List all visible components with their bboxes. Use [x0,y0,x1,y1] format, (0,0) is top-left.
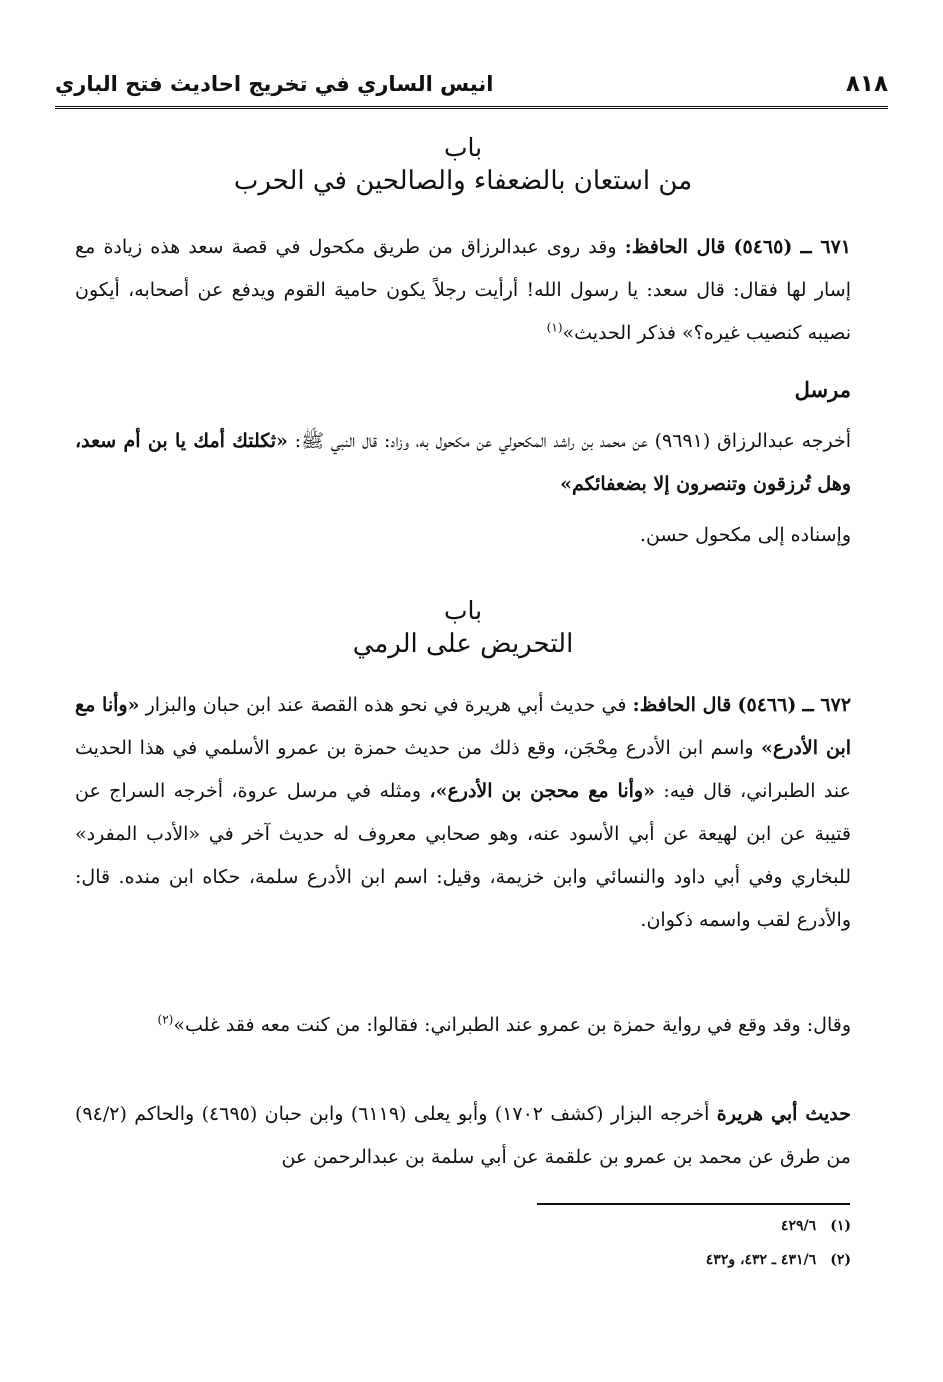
entry-text: واسم ابن الأدرع مِحْجَن، وقع ذلك من حديث حمزة بن عمرو الأسلمي في هذا الحديث عند الطبراني، قال فيه: [75,737,851,802]
footnote-number: (٢) [830,1252,851,1268]
chapter-title: من استعان بالضعفاء والصالحين في الحرب [233,166,693,196]
page-header [55,62,888,109]
takhrij-paragraph-2 [75,1093,851,1179]
running-title: انيس الساري في تخريج احاديث فتح الباري [55,72,494,96]
entry-reference: (٥٤٦٦) [737,694,797,716]
takhrij-lead: حديث أبي هريرة [716,1103,851,1125]
hadith-entry-671 [75,226,851,355]
chapter-heading-2 [75,596,851,659]
chapter-label: باب [443,596,483,625]
footnote-text: ٤٣١/٦ ـ ٤٣٢، و٤٣٢ [705,1252,817,1268]
footnote-number: (١) [830,1218,851,1234]
entry-672-continuation [75,1004,851,1047]
hadith-entry-672 [75,684,851,942]
entry-text: في حديث أبي هريرة في نحو هذه القصة عند ابن حبان والبزار [145,694,627,716]
footnote-marker: (٢) [157,1012,174,1027]
takhrij-text: أخرجه البزار (كشف ١٧٠٢) وأبو يعلى (٦١١٩) وابن حبان (٤٦٩٥) والحاكم (٩٤/٢) من طرق عن محمد بن عمرو بن علقمة عن أبي سلمة بن عبدالرحمن عن [75,1103,851,1168]
takhrij-paragraph-1 [75,420,851,506]
footnote-text: ٤٢٩/٦ [780,1218,817,1234]
entry-number: ٦٧١ ــ [800,236,851,258]
chapter-title: التحريض على الرمي [352,629,574,659]
footnote-1 [500,1218,851,1234]
entry-reference: (٥٤٦٥) [733,236,793,258]
takhrij-text: أخرجه عبدالرزاق (٩٦٩١) عن محمد بن راشد المكحولي عن مكحول به، وزاد: قال النبي ﷺ: [294,430,852,452]
chapter-heading-1 [75,133,851,196]
footnote-marker: (١) [546,320,563,335]
entry-speaker: قال الحافظ: [624,236,726,258]
quoted-phrase: «وأنا مع محجن بن الأدرع»، [429,780,655,802]
grade-label: مرسل [794,377,851,402]
chapter-label: باب [443,133,483,162]
prophetic-quote: «ثكلتك أمك يا بن أم سعد، وهل تُرزقون وتنصرون إلا بضعفائكم» [75,430,851,495]
page-number: ٨١٨ [845,71,888,97]
entry-number: ٦٧٢ ــ [802,694,852,716]
footnote-2 [500,1252,851,1268]
entry-text: وقد روى عبدالرزاق من طريق مكحول في قصة سعد هذه زيادة مع إسار لها فقال: قال سعد: يا رسول الله! أرأيت رجلاً يكون حامية القوم ويدفع عن أصحابه، أيكون نصيبه كنصيب غيره؟» فذكر الحديث» [75,236,851,344]
footnote-divider [537,1203,850,1205]
isnad-note: وإسناده إلى مكحول حسن. [639,524,851,546]
entry-text: وقال: وقد وقع في رواية حمزة بن عمرو عند الطبراني: فقالوا: من كنت معه فقد غلب» [173,1014,851,1036]
entry-text: ومثله في مرسل عروة، أخرجه السراج عن قتيبة عن ابن لهيعة عن أبي الأسود عنه، وهو صحابي معروف له حديث آخر في «الأدب المفرد» للبخاري وفي أبي داود والنسائي وابن خزيمة، وقيل: اسم ابن الأدرع سلمة، حكاه ابن منده. قال: والأدرع لقب واسمه ذكوان. [75,780,851,931]
entry-speaker: قال الحافظ: [632,694,732,716]
quoted-phrase: «وأنا مع ابن الأدرع» [75,694,852,759]
